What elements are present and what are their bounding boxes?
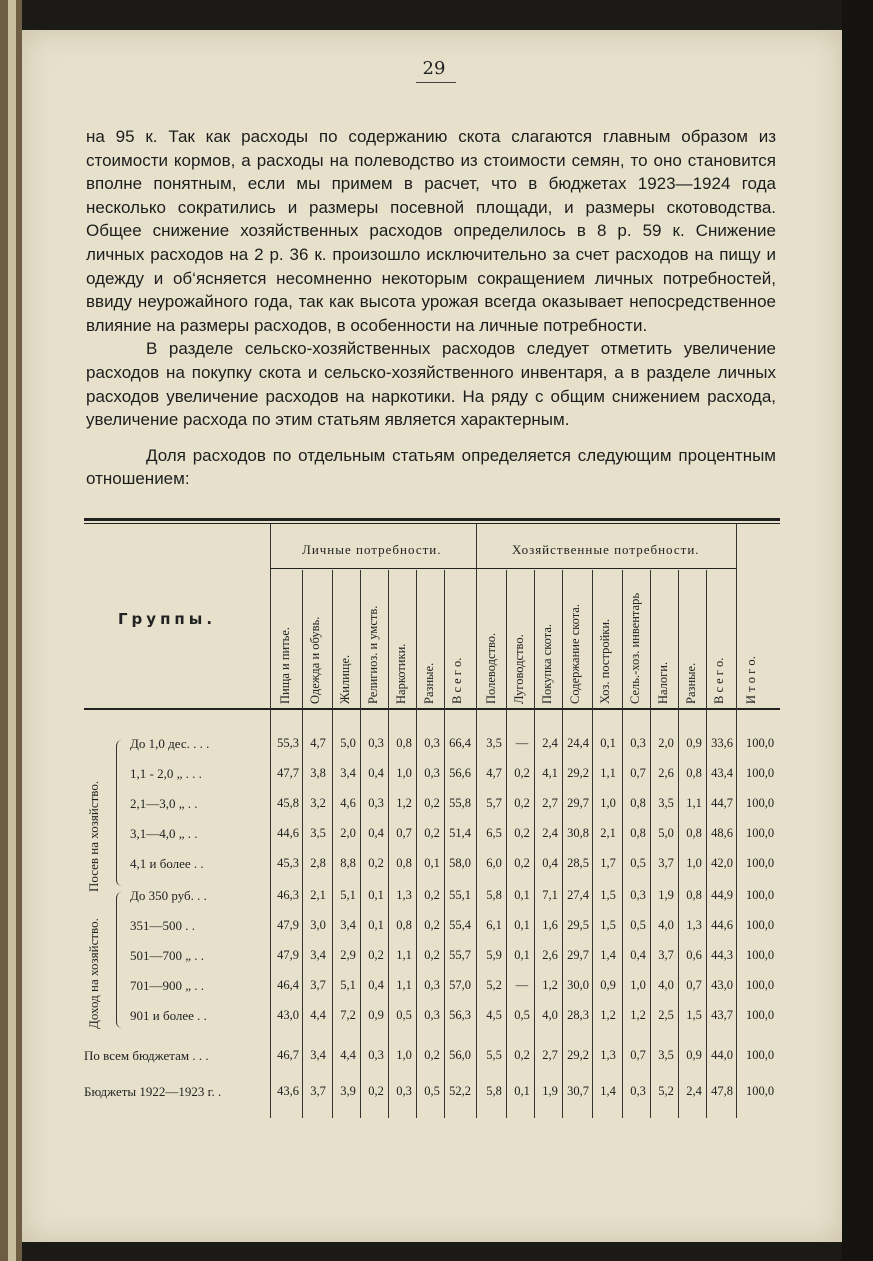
table-cell: 33,6 [711, 736, 733, 750]
table-cell: 4,4 [310, 1008, 326, 1022]
table-cell: 0,7 [630, 766, 646, 780]
table-cell: 42,0 [711, 856, 733, 870]
row-label: До 1,0 дес. . . . [130, 736, 210, 751]
table-cell: 4,7 [310, 736, 326, 750]
table-cell: 52,2 [449, 1084, 471, 1098]
row-label: Бюджеты 1922—1923 г. . [84, 1084, 222, 1099]
table-cell: 55,1 [449, 888, 471, 902]
table-cell: 2,9 [340, 948, 356, 962]
table-cell: 1,2 [396, 796, 412, 810]
table-cell: 0,7 [630, 1048, 646, 1062]
table-cell: 0,8 [686, 826, 702, 840]
table-cell: 0,3 [630, 736, 646, 750]
column-rule [534, 570, 535, 1118]
table-cell: 0,2 [424, 826, 440, 840]
table-cell: 100,0 [745, 856, 775, 870]
table-cell: 0,3 [368, 796, 384, 810]
table-cell: 0,5 [630, 918, 646, 932]
table-cell: 47,9 [277, 918, 299, 932]
table-cell: 2,6 [658, 766, 674, 780]
table-cell: 43,6 [277, 1084, 299, 1098]
row-label: 3,1—4,0 „ . . [130, 826, 198, 841]
table-cell: 2,7 [542, 796, 558, 810]
section-subheader-rule [476, 568, 736, 569]
table-cell: 0,2 [424, 918, 440, 932]
table-cell: 3,4 [340, 766, 356, 780]
table-cell: 1,6 [542, 918, 558, 932]
table-cell: 0,2 [514, 796, 530, 810]
table-cell: 0,3 [368, 1048, 384, 1062]
table-cell: 0,5 [630, 856, 646, 870]
row-label: 701—900 „ . . [130, 978, 205, 993]
table-cell: 0,1 [514, 918, 530, 932]
table-cell: 29,5 [567, 918, 589, 932]
table-cell: 5,9 [486, 948, 502, 962]
table-cell: 0,2 [368, 856, 384, 870]
table-cell: 30,8 [567, 826, 589, 840]
table-cell: 3,4 [310, 948, 326, 962]
table-cell: 30,0 [567, 978, 589, 992]
table-cell: 27,4 [567, 888, 589, 902]
table-cell: 100,0 [745, 766, 775, 780]
table-cell: 29,7 [567, 796, 589, 810]
table-cell: 3,5 [658, 796, 674, 810]
table-cell: 3,5 [486, 736, 502, 750]
table-cell: 0,2 [424, 1048, 440, 1062]
table-cell: 0,2 [514, 1048, 530, 1062]
section-subheader-rule [270, 568, 476, 569]
column-rule [678, 570, 679, 1118]
table-cell: 44,6 [277, 826, 299, 840]
table-cell: 56,6 [449, 766, 471, 780]
table-cell: 0,5 [396, 1008, 412, 1022]
table-cell: 0,8 [686, 766, 702, 780]
column-header: Покупка скота. [540, 623, 554, 704]
table-cell: 1,1 [600, 766, 616, 780]
column-header: Пища и питье. [278, 626, 292, 704]
column-rule [360, 570, 361, 1118]
side-label-income: Доход на хозяйство. [86, 918, 101, 1029]
table-cell: 5,2 [658, 1084, 674, 1098]
column-header: Религиоз. и умств. [366, 605, 380, 704]
table-cell: 2,0 [340, 826, 356, 840]
table-cell: 0,7 [396, 826, 412, 840]
table-cell: 44,7 [711, 796, 733, 810]
table-cell: 0,3 [424, 978, 440, 992]
table-cell: 8,8 [340, 856, 356, 870]
row-label: 2,1—3,0 „ . . [130, 796, 198, 811]
table-cell: 100,0 [745, 1008, 775, 1022]
row-label: 1,1 - 2,0 „ . . . [130, 766, 202, 781]
table-cell: 0,1 [514, 1084, 530, 1098]
table-cell: 1,0 [396, 1048, 412, 1062]
table-cell: 48,6 [711, 826, 733, 840]
table-cell: 46,3 [277, 888, 299, 902]
column-rule [416, 570, 417, 1118]
table-cell: 1,3 [396, 888, 412, 902]
table-cell: 3,7 [310, 978, 326, 992]
table-cell: 0,2 [368, 1084, 384, 1098]
body-text [86, 125, 776, 491]
table-cell: 6,1 [486, 918, 502, 932]
table-cell: 1,0 [630, 978, 646, 992]
table-cell: 0,1 [600, 736, 616, 750]
table-cell: 1,0 [686, 856, 702, 870]
table-cell: 100,0 [745, 1048, 775, 1062]
table-cell: 45,8 [277, 796, 299, 810]
table-cell: 0,3 [396, 1084, 412, 1098]
table-cell: 29,2 [567, 766, 589, 780]
groups-header: Группы. [118, 610, 217, 628]
column-header: Содержание скота. [568, 604, 582, 704]
table-cell: 51,4 [449, 826, 471, 840]
column-header: Одежда и обувь. [308, 616, 322, 704]
paragraph: Доля расходов по отдельным статьям определяется следующим процентным отношением: [86, 445, 776, 489]
table-cell: 0,2 [424, 796, 440, 810]
table-cell: 0,2 [368, 948, 384, 962]
side-label-sowing: Посев на хозяйство. [86, 780, 101, 892]
table-cell: 47,9 [277, 948, 299, 962]
table-cell: 0,9 [686, 736, 702, 750]
household-needs-header: Хозяйственные потребности. [512, 542, 700, 557]
column-header: Луговодство. [512, 634, 526, 704]
table-cell: 44,0 [711, 1048, 733, 1062]
table-cell: 0,3 [424, 766, 440, 780]
table-cell: 0,2 [424, 888, 440, 902]
table-cell: 3,7 [310, 1084, 326, 1098]
table-cell: 2,4 [542, 736, 558, 750]
table-cell: 100,0 [745, 978, 775, 992]
column-rule [476, 524, 477, 1118]
table-cell: 0,8 [396, 736, 412, 750]
table-cell: 56,0 [449, 1048, 471, 1062]
column-header: И т о г о. [744, 656, 758, 704]
column-header: Полеводство. [484, 632, 498, 704]
table-cell: 1,5 [600, 888, 616, 902]
table-cell: 0,4 [368, 766, 384, 780]
table-cell: 100,0 [745, 888, 775, 902]
table-cell: 4,5 [486, 1008, 502, 1022]
table-cell: 5,0 [658, 826, 674, 840]
scan-background [842, 0, 873, 1261]
table-cell: 55,7 [449, 948, 471, 962]
brace-sowing [116, 740, 125, 886]
table-cell: 6,0 [486, 856, 502, 870]
table-cell: 2,4 [686, 1084, 702, 1098]
table-cell: 3,9 [340, 1084, 356, 1098]
table-cell: 4,1 [542, 766, 558, 780]
table-cell: 66,4 [449, 736, 471, 750]
table-cell: 3,5 [310, 826, 326, 840]
table-cell: 55,3 [277, 736, 299, 750]
table-cell: 3,4 [310, 1048, 326, 1062]
table-top-rule [84, 518, 780, 521]
column-header: Разные. [422, 662, 436, 704]
table-cell: 5,1 [340, 978, 356, 992]
table-cell: 0,4 [368, 978, 384, 992]
table-cell: 0,2 [514, 856, 530, 870]
table-cell: 29,7 [567, 948, 589, 962]
table-cell: 2,7 [542, 1048, 558, 1062]
table-cell: 0,4 [630, 948, 646, 962]
column-rule [562, 570, 563, 1118]
table-cell: 0,2 [424, 948, 440, 962]
table-cell: 1,9 [542, 1084, 558, 1098]
table-cell: 55,4 [449, 918, 471, 932]
table-cell: 0,1 [424, 856, 440, 870]
page-number: 29 [422, 58, 446, 79]
table-cell: 2,0 [658, 736, 674, 750]
table-cell: 2,5 [658, 1008, 674, 1022]
table-cell: 28,5 [567, 856, 589, 870]
column-rule [444, 570, 445, 1118]
table-cell: 0,4 [542, 856, 558, 870]
table-cell: 2,4 [542, 826, 558, 840]
table-cell: 3,5 [658, 1048, 674, 1062]
table-cell: 2,1 [600, 826, 616, 840]
table-cell: 7,1 [542, 888, 558, 902]
column-header: Наркотики. [394, 643, 408, 704]
table-cell: 2,1 [310, 888, 326, 902]
table-cell: 58,0 [449, 856, 471, 870]
table-cell: 4,7 [486, 766, 502, 780]
column-header: В с е г о. [450, 657, 464, 704]
table-cell: 5,2 [486, 978, 502, 992]
table-cell: 0,3 [368, 736, 384, 750]
table-cell: 1,1 [396, 978, 412, 992]
table-cell: 1,3 [600, 1048, 616, 1062]
table-cell: 0,8 [630, 796, 646, 810]
table-cell: 5,7 [486, 796, 502, 810]
table-cell: 0,3 [424, 1008, 440, 1022]
table-cell: 0,5 [514, 1008, 530, 1022]
table-top-rule-thin [84, 523, 780, 524]
table-cell: 1,5 [600, 918, 616, 932]
table-cell: — [515, 736, 529, 750]
table-cell: 0,8 [396, 856, 412, 870]
table-cell: 46,4 [277, 978, 299, 992]
paragraph: В разделе сельско-хозяйственных расходов следует отметить увеличение расходов на покупку скота и сельско-хозяйственного инвентаря, а в разделе личных расходов увеличение расходов на наркотики. На ряду с общим снижением расхода, увеличение расхода по этим статьям является характерным. [86, 339, 776, 430]
table-cell: 0,2 [514, 826, 530, 840]
table-cell: 0,7 [686, 978, 702, 992]
row-label: 901 и более . . [130, 1008, 207, 1023]
table-cell: 4,0 [658, 918, 674, 932]
table-cell: 5,5 [486, 1048, 502, 1062]
table-cell: 3,2 [310, 796, 326, 810]
column-header: Жилище. [338, 654, 352, 704]
column-rule [332, 570, 333, 1118]
column-header: Хоз. постройки. [598, 618, 612, 704]
table-cell: 1,1 [396, 948, 412, 962]
table-cell: 1,3 [686, 918, 702, 932]
book-spine [0, 0, 22, 1261]
row-label: По всем бюджетам . . . [84, 1048, 209, 1063]
table-cell: 1,0 [396, 766, 412, 780]
table-cell: 30,7 [567, 1084, 589, 1098]
table-cell: 43,7 [711, 1008, 733, 1022]
brace-income [116, 892, 125, 1028]
column-rule [388, 570, 389, 1118]
table-cell: 1,7 [600, 856, 616, 870]
table-cell: 1,2 [542, 978, 558, 992]
row-label: 4,1 и более . . [130, 856, 204, 871]
table-cell: 55,8 [449, 796, 471, 810]
table-cell: 47,8 [711, 1084, 733, 1098]
table-cell: 44,6 [711, 918, 733, 932]
table-cell: 5,8 [486, 888, 502, 902]
table-cell: 0,8 [396, 918, 412, 932]
column-rule [302, 570, 303, 1118]
table-cell: 28,3 [567, 1008, 589, 1022]
table-cell: 100,0 [745, 796, 775, 810]
personal-needs-header: Личные потребности. [302, 542, 442, 557]
table-cell: 0,9 [600, 978, 616, 992]
table-cell: 4,0 [658, 978, 674, 992]
column-rule [736, 524, 737, 1118]
table-cell: 0,3 [424, 736, 440, 750]
table-cell: 43,0 [277, 1008, 299, 1022]
table-cell: 0,3 [630, 888, 646, 902]
column-header: Сель.-хоз. инвентарь [628, 592, 642, 704]
column-header: Разные. [684, 662, 698, 704]
table-cell: 1,1 [686, 796, 702, 810]
table-cell: 0,8 [630, 826, 646, 840]
table-cell: 0,4 [368, 826, 384, 840]
row-label: До 350 руб. . . [130, 888, 207, 903]
table-cell: 3,7 [658, 948, 674, 962]
column-header: Налоги. [656, 661, 670, 704]
table-cell: 3,7 [658, 856, 674, 870]
table-cell: 0,1 [514, 888, 530, 902]
table-cell: — [515, 978, 529, 992]
table-cell: 0,5 [424, 1084, 440, 1098]
table-cell: 47,7 [277, 766, 299, 780]
table-cell: 0,1 [368, 888, 384, 902]
page-number-rule [416, 82, 456, 83]
table-cell: 100,0 [745, 918, 775, 932]
column-rule [622, 570, 623, 1118]
table-cell: 1,5 [686, 1008, 702, 1022]
table-cell: 0,9 [368, 1008, 384, 1022]
table-cell: 5,1 [340, 888, 356, 902]
table-cell: 3,4 [340, 918, 356, 932]
table-cell: 1,4 [600, 948, 616, 962]
table-cell: 4,0 [542, 1008, 558, 1022]
paragraph: на 95 к. Так как расходы по содержанию скота слагаются главным образом из стоимости кормов, а расходы на полеводство из стоимости семян, то оно становится вполне понятным, если мы примем в расчет, что в бюджетах 1923—1924 года несколько сократились и размеры посевной площади, и размеры скотоводства. Общее снижение хозяйственных расходов определилось в 8 р. 59 к. Снижение личных расходов на 2 р. 36 к. произошло исключительно за счет расходов на пищу и одежду и об‘ясняется несомненно некоторым сокращением личных потребностей, ввиду неурожайного года, так как высота урожая всегда оказывает непосредственное влияние на размеры расходов, в особенности на личные потребности. [86, 127, 776, 335]
table-cell: 29,2 [567, 1048, 589, 1062]
column-rule [592, 570, 593, 1118]
table-cell: 3,0 [310, 918, 326, 932]
table-cell: 1,9 [658, 888, 674, 902]
table-cell: 100,0 [745, 736, 775, 750]
table-cell: 1,2 [630, 1008, 646, 1022]
column-rule [650, 570, 651, 1118]
table-cell: 5,0 [340, 736, 356, 750]
table-cell: 100,0 [745, 1084, 775, 1098]
table-cell: 57,0 [449, 978, 471, 992]
column-rule [506, 570, 507, 1118]
table-cell: 1,4 [600, 1084, 616, 1098]
table-cell: 0,1 [368, 918, 384, 932]
table-cell: 6,5 [486, 826, 502, 840]
table-cell: 44,9 [711, 888, 733, 902]
table-cell: 44,3 [711, 948, 733, 962]
table-cell: 43,0 [711, 978, 733, 992]
table-cell: 0,3 [630, 1084, 646, 1098]
table-cell: 45,3 [277, 856, 299, 870]
table-cell: 43,4 [711, 766, 733, 780]
table-header-rule [84, 708, 780, 710]
table-cell: 0,8 [686, 888, 702, 902]
table-cell: 0,9 [686, 1048, 702, 1062]
table-cell: 46,7 [277, 1048, 299, 1062]
row-label: 351—500 . . [130, 918, 195, 933]
table-cell: 3,8 [310, 766, 326, 780]
table-cell: 4,6 [340, 796, 356, 810]
table-cell: 4,4 [340, 1048, 356, 1062]
column-rule [706, 570, 707, 1118]
table-cell: 2,6 [542, 948, 558, 962]
table-cell: 0,2 [514, 766, 530, 780]
column-rule [270, 524, 271, 1118]
table-cell: 2,8 [310, 856, 326, 870]
table-cell: 100,0 [745, 826, 775, 840]
table-cell: 1,0 [600, 796, 616, 810]
table-cell: 1,2 [600, 1008, 616, 1022]
table-cell: 100,0 [745, 948, 775, 962]
table-cell: 5,8 [486, 1084, 502, 1098]
table-cell: 0,6 [686, 948, 702, 962]
column-header: В с е г о. [712, 657, 726, 704]
table-cell: 7,2 [340, 1008, 356, 1022]
table-cell: 56,3 [449, 1008, 471, 1022]
table-cell: 24,4 [567, 736, 589, 750]
row-label: 501—700 „ . . [130, 948, 205, 963]
table-cell: 0,1 [514, 948, 530, 962]
expense-share-table [84, 518, 780, 1118]
